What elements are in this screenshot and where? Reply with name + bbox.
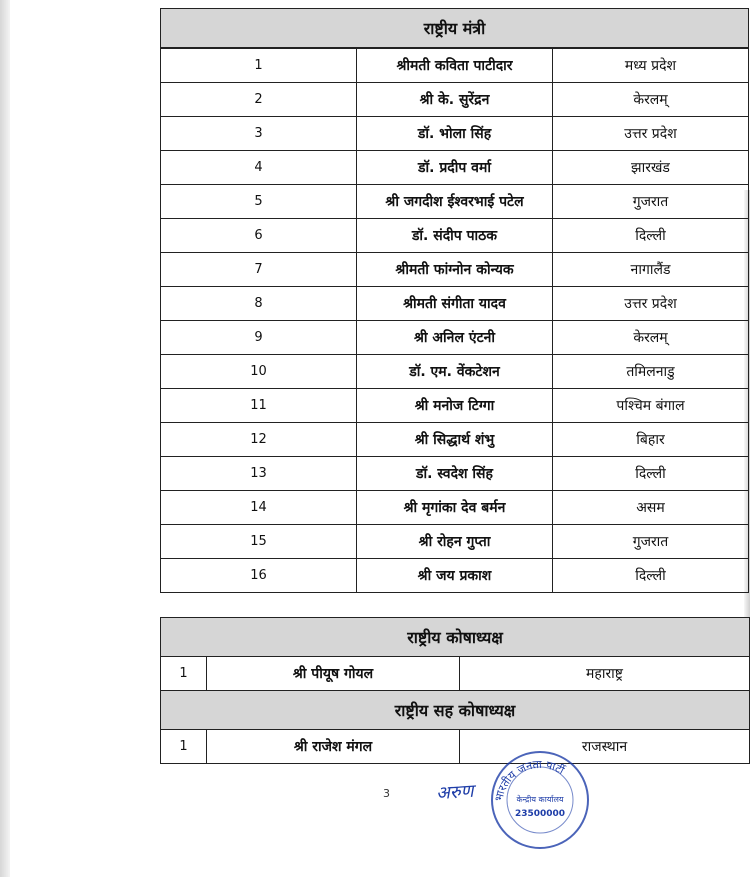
- row-serial-number: 12: [161, 423, 357, 457]
- member-state: राजस्थान: [460, 730, 750, 764]
- member-state: नागालैंड: [553, 253, 749, 287]
- member-state: दिल्ली: [553, 457, 749, 491]
- svg-text:भारतीय जनता पार्टी: भारतीय जनता पार्टी: [492, 757, 567, 803]
- member-name: श्री मृगांका देव बर्मन: [357, 491, 553, 525]
- member-state: उत्तर प्रदेश: [553, 117, 749, 151]
- section-header-row: [161, 9, 749, 48]
- table-row: [161, 219, 749, 253]
- row-serial-number: 1: [161, 657, 207, 691]
- table-row: [161, 49, 749, 83]
- row-serial-number: 16: [161, 559, 357, 593]
- member-name: श्रीमती संगीता यादव: [357, 287, 553, 321]
- table-row: [161, 423, 749, 457]
- member-state: असम: [553, 491, 749, 525]
- member-name: श्री जय प्रकाश: [357, 559, 553, 593]
- table-row: [161, 730, 750, 764]
- member-state: बिहार: [553, 423, 749, 457]
- member-name: श्री मनोज टिग्गा: [357, 389, 553, 423]
- party-office-seal-stamp: [488, 748, 592, 852]
- row-serial-number: 2: [161, 83, 357, 117]
- member-state: केरलम्: [553, 321, 749, 355]
- member-state: दिल्ली: [553, 219, 749, 253]
- table-row: [161, 185, 749, 219]
- row-serial-number: 15: [161, 525, 357, 559]
- row-serial-number: 3: [161, 117, 357, 151]
- handwritten-signature: अरुण: [435, 780, 475, 805]
- member-name: श्री राजेश मंगल: [207, 730, 460, 764]
- member-name: डॉ. संदीप पाठक: [357, 219, 553, 253]
- member-name: श्री पीयूष गोयल: [207, 657, 460, 691]
- row-serial-number: 4: [161, 151, 357, 185]
- row-serial-number: 1: [161, 730, 207, 764]
- table-row: [161, 287, 749, 321]
- row-serial-number: 5: [161, 185, 357, 219]
- member-name: डॉ. प्रदीप वर्मा: [357, 151, 553, 185]
- table-row: [161, 491, 749, 525]
- member-name: डॉ. एम. वेंकटेशन: [357, 355, 553, 389]
- row-serial-number: 6: [161, 219, 357, 253]
- table-row: [161, 117, 749, 151]
- svg-text:23500000: 23500000: [514, 809, 566, 819]
- member-state: केरलम्: [553, 83, 749, 117]
- member-state: तमिलनाडु: [553, 355, 749, 389]
- table-row: [161, 559, 749, 593]
- member-state: मध्य प्रदेश: [553, 49, 749, 83]
- svg-text:केन्द्रीय कार्यालय: केन्द्रीय कार्यालय: [516, 795, 564, 804]
- table-row: [161, 457, 749, 491]
- row-serial-number: 8: [161, 287, 357, 321]
- member-state: उत्तर प्रदेश: [553, 287, 749, 321]
- member-name: श्री जगदीश ईश्वरभाई पटेल: [357, 185, 553, 219]
- member-name: श्री रोहन गुप्ता: [357, 525, 553, 559]
- member-name: डॉ. भोला सिंह: [357, 117, 553, 151]
- row-serial-number: 9: [161, 321, 357, 355]
- table-row: [161, 83, 749, 117]
- table-row: [161, 657, 750, 691]
- member-state: दिल्ली: [553, 559, 749, 593]
- section-header-row: [161, 618, 750, 657]
- member-name: श्री के. सुरेंद्रन: [357, 83, 553, 117]
- treasurer-table: [160, 617, 750, 764]
- row-serial-number: 11: [161, 389, 357, 423]
- scanned-page-left-edge: [0, 0, 10, 877]
- table-row: [161, 525, 749, 559]
- section-header-row: [161, 691, 750, 730]
- member-name: डॉ. स्वदेश सिंह: [357, 457, 553, 491]
- member-name: श्रीमती कविता पाटीदार: [357, 49, 553, 83]
- table-row: [161, 151, 749, 185]
- row-serial-number: 1: [161, 49, 357, 83]
- member-state: गुजरात: [553, 525, 749, 559]
- member-name: श्री सिद्धार्थ शंभु: [357, 423, 553, 457]
- table-row: [161, 389, 749, 423]
- section-title-national-treasurer: राष्ट्रीय कोषाध्यक्ष: [161, 618, 750, 657]
- member-state: गुजरात: [553, 185, 749, 219]
- member-name: श्री अनिल एंटनी: [357, 321, 553, 355]
- member-state: महाराष्ट्र: [460, 657, 750, 691]
- row-serial-number: 10: [161, 355, 357, 389]
- member-state: पश्चिम बंगाल: [553, 389, 749, 423]
- member-name: श्रीमती फांग्नोन कोन्यक: [357, 253, 553, 287]
- section-title-national-ministers: राष्ट्रीय मंत्री: [161, 9, 749, 48]
- member-state: झारखंड: [553, 151, 749, 185]
- row-serial-number: 14: [161, 491, 357, 525]
- row-serial-number: 7: [161, 253, 357, 287]
- national-ministers-table: [160, 8, 749, 593]
- row-serial-number: 13: [161, 457, 357, 491]
- table-row: [161, 355, 749, 389]
- table-row: [161, 253, 749, 287]
- section-title-national-co-treasurer: राष्ट्रीय सह कोषाध्यक्ष: [161, 691, 750, 730]
- page-number: 3: [383, 787, 390, 800]
- table-row: [161, 321, 749, 355]
